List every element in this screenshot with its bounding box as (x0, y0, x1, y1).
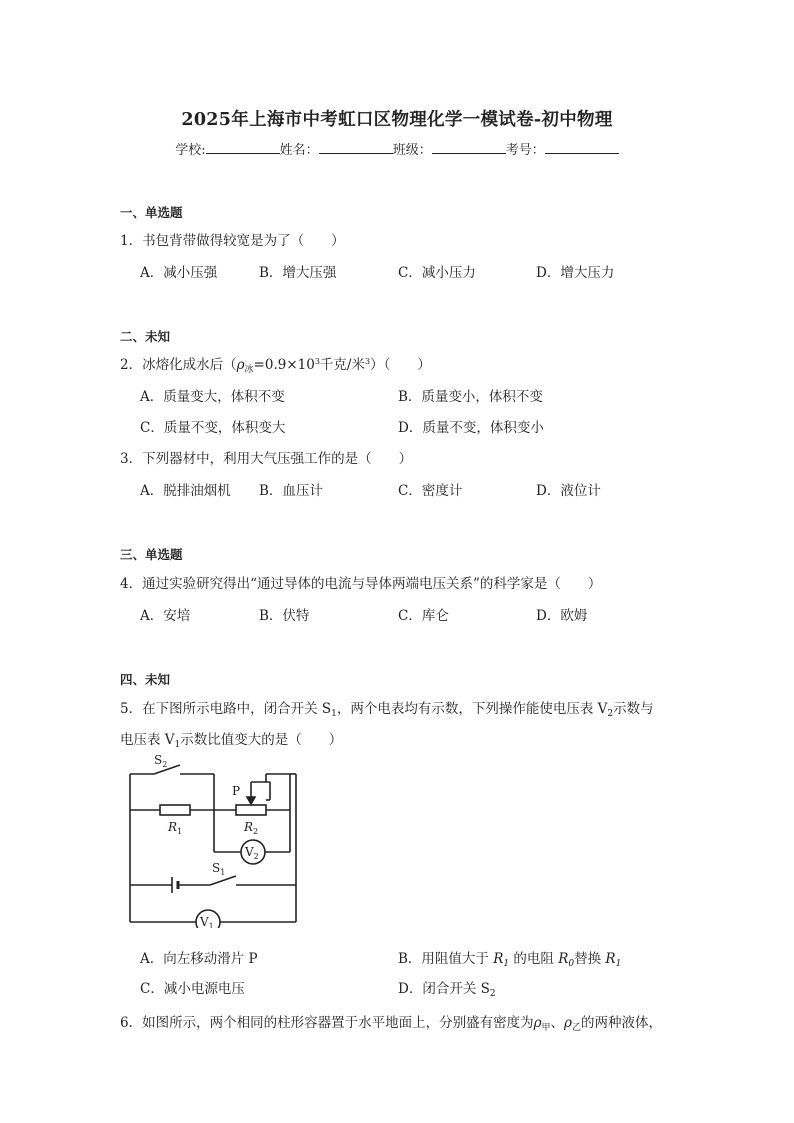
question-5-stem-line1: 5．在下图所示电路中，闭合开关 $S_1$，两个电表均有示数，下列操作能使电压表 $V_2$示数与 (120, 701, 654, 719)
svg-text:R2: $R_2$ (244, 820, 259, 836)
section-heading: 一、单选题 (120, 205, 183, 220)
q4-option-b[interactable]: B．伏特 (259, 608, 310, 624)
exam-no-blank[interactable] (545, 141, 619, 154)
q5-option-a[interactable]: A．向左移动滑片 P (140, 951, 258, 967)
svg-text:S1: $S_1$ (212, 861, 226, 877)
question-1-stem: 1．书包背带做得较宽是为了（ ） (120, 233, 345, 249)
svg-text:V1: $V_1$ (200, 915, 214, 928)
q5-option-d[interactable]: D．闭合开关 $S_2$ (398, 981, 496, 999)
question-4-stem: 4．通过实验研究得出“通过导体的电流与导体两端电压关系”的科学家是（ ） (120, 576, 602, 592)
q2-option-d[interactable]: D．质量不变，体积变小 (398, 420, 544, 436)
student-info-line (0, 139, 794, 158)
page-title: 2025年上海市中考虹口区物理化学一模试卷-初中物理 (181, 110, 613, 130)
name-label: 姓名： (279, 143, 319, 158)
question-5-stem-line2: 电压表 $V_1$示数比值变大的是（ ） (120, 732, 343, 750)
exam-no-label: 考号： (505, 143, 545, 158)
svg-text:S2: $S_2$ (154, 753, 168, 769)
q5-option-b[interactable]: B．用阻值大于 $R_1$ 的电阻 $R_0$替换 $R_1$ (398, 951, 622, 969)
q4-option-c[interactable]: C．库仑 (398, 608, 449, 624)
section-heading: 四、未知 (120, 672, 171, 687)
class-label: 班级： (392, 143, 432, 158)
q3-option-c[interactable]: C．密度计 (398, 483, 463, 499)
question-3-stem: 3．下列器材中，利用大气压强工作的是（ ） (120, 451, 413, 467)
svg-text:V2: $V_2$ (245, 845, 259, 861)
section-heading: 二、未知 (120, 329, 171, 344)
q2-option-a[interactable]: A．质量变大，体积不变 (140, 389, 285, 405)
section-heading: 三、单选题 (120, 547, 183, 562)
q4-option-d[interactable]: D．欧姆 (536, 608, 588, 624)
q3-option-a[interactable]: A．脱排油烟机 (140, 483, 231, 499)
q3-option-d[interactable]: D．液位计 (536, 483, 601, 499)
question-2-stem: 2．冰熔化成水后（$\rho_冰=0.9\times 10^3$千克/米$^3$）（ ） (120, 357, 431, 375)
svg-text:R1: $R_1$ (168, 820, 183, 836)
q3-option-b[interactable]: B．血压计 (259, 483, 323, 499)
q4-option-a[interactable]: A．安培 (140, 608, 191, 624)
school-blank[interactable] (206, 141, 280, 154)
school-label: 学校: (175, 143, 206, 158)
q1-option-c[interactable]: C．减小压力 (398, 265, 476, 281)
circuit-diagram (120, 752, 302, 928)
question-6-stem: 6．如图所示，两个相同的柱形容器置于水平地面上，分别盛有密度为$\rho_甲$、$\rho_乙$的两种液体， (120, 1015, 662, 1033)
q2-option-c[interactable]: C．质量不变，体积变大 (140, 420, 286, 436)
q1-option-b[interactable]: B．增大压强 (259, 265, 337, 281)
q1-option-d[interactable]: D．增大压力 (536, 265, 615, 281)
q1-option-a[interactable]: A．减小压强 (140, 265, 218, 281)
q5-option-c[interactable]: C．减小电源电压 (140, 981, 245, 997)
name-blank[interactable] (319, 141, 393, 154)
svg-text:P: P (232, 784, 241, 798)
q2-option-b[interactable]: B．质量变小，体积不变 (398, 389, 543, 405)
class-blank[interactable] (432, 141, 506, 154)
